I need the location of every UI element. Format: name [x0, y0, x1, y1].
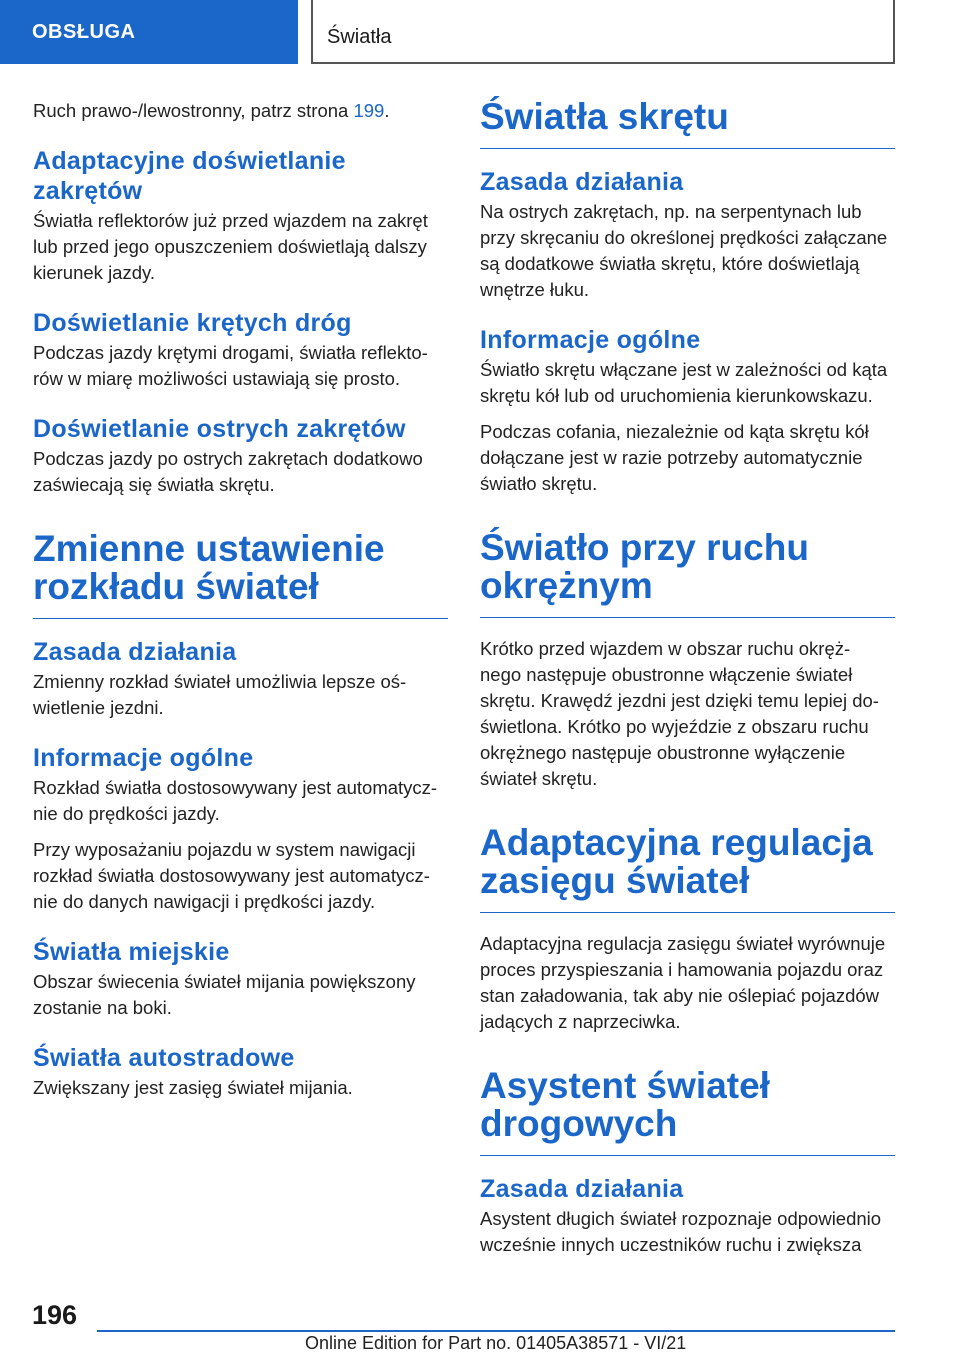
right-column	[480, 98, 895, 1268]
heading-turn-lights: Światła skrętu	[480, 98, 895, 149]
heading-general-info: Informacje ogólne	[480, 326, 701, 354]
paragraph: Podczas jazdy po ostrych zakrętach dodatkowo zaświecają się światła skrętu.	[33, 448, 423, 495]
edition-footer: Online Edition for Part no. 01405A38571 - VI/21	[305, 1333, 687, 1353]
left-column	[33, 98, 448, 1111]
heading-adaptive-cornering: Adaptacyjne doświetlanie zakrętów	[33, 147, 346, 205]
heading-principle: Zasada działania	[480, 168, 684, 196]
chapter-title: Światła	[327, 26, 392, 48]
paragraph: Podczas jazdy krętymi drogami, światła reflekto‐ rów w miarę możliwości ustawiają się prosto.	[33, 342, 428, 389]
page-reference-link[interactable]: 199	[353, 100, 385, 121]
heading-variable-light-distribution: Zmienne ustawienie rozkładu świateł	[33, 530, 448, 619]
paragraph: Na ostrych zakrętach, np. na serpentynach lub przy skręcaniu do określonej prędkości załączane są dodatkowe światła skrętu, które doświetlają wnętrze łuku.	[480, 201, 888, 300]
paragraph: Obszar świecenia świateł mijania powiększony zostanie na boki.	[33, 971, 416, 1018]
paragraph: Światła reflektorów już przed wjazdem na zakręt lub przed jego opuszczeniem doświetlają dalszy kierunek jazdy.	[33, 210, 428, 283]
paragraph: Zwiększany jest zasięg świateł mijania.	[33, 1077, 353, 1098]
footer-divider	[97, 1330, 895, 1332]
section-tab: OBSŁUGA	[0, 0, 298, 64]
page-number: 196	[32, 1300, 78, 1330]
heading-principle: Zasada działania	[480, 1175, 684, 1203]
heading-high-beam-assistant: Asystent świateł drogowych	[480, 1067, 895, 1156]
heading-town-lights: Światła miejskie	[33, 938, 230, 966]
paragraph: Przy wyposażaniu pojazdu w system nawigacji rozkład światła dostosowywany jest automatycz‐ nie do danych nawigacji i prędkości jazdy.	[33, 839, 430, 912]
paragraph: Zmienny rozkład świateł umożliwia lepsze oś‐ wietlenie jezdni.	[33, 671, 407, 718]
paragraph: Rozkład światła dostosowywany jest automatycz‐ nie do prędkości jazdy.	[33, 777, 438, 824]
paragraph: Krótko przed wjazdem w obszar ruchu okręż‐ nego następuje obustronne włączenie świateł skrętu. Krawędź jezdni jest dzięki temu lepiej do‐ świetlona. Krótko po wyjeździe z obszaru ruchu okrężnego następuje obustronne wyłączenie świateł skrętu.	[480, 638, 879, 789]
chapter-header	[311, 0, 895, 64]
heading-roundabout-light: Światło przy ruchu okrężnym	[480, 529, 895, 618]
heading-headlight-range-control: Adaptacyjna regulacja zasięgu świateł	[480, 824, 895, 913]
paragraph: Światło skrętu włączane jest w zależności od kąta skrętu kół lub od uruchomienia kierunkowskazu.	[480, 359, 888, 406]
paragraph: Podczas cofania, niezależnie od kąta skrętu kół dołączane jest w razie potrzeby automatycznie światło skrętu.	[480, 421, 869, 494]
heading-motorway-lights: Światła autostradowe	[33, 1044, 295, 1072]
heading-sharp-bends: Doświetlanie ostrych zakrętów	[33, 415, 406, 443]
heading-general-info: Informacje ogólne	[33, 744, 254, 772]
heading-winding-roads: Doświetlanie krętych dróg	[33, 309, 352, 337]
paragraph: Asystent długich świateł rozpoznaje odpowiednio wcześnie innych uczestników ruchu i zwiększa	[480, 1208, 882, 1255]
paragraph: Adaptacyjna regulacja zasięgu świateł wyrównuje proces przyspieszania i hamowania pojazdu oraz stan załadowania, tak aby nie oślepiać pojazdów jadących z naprzeciwka.	[480, 933, 886, 1032]
intro-paragraph: Ruch prawo-/lewostronny, patrz strona 199.	[33, 100, 390, 121]
heading-principle: Zasada działania	[33, 638, 237, 666]
